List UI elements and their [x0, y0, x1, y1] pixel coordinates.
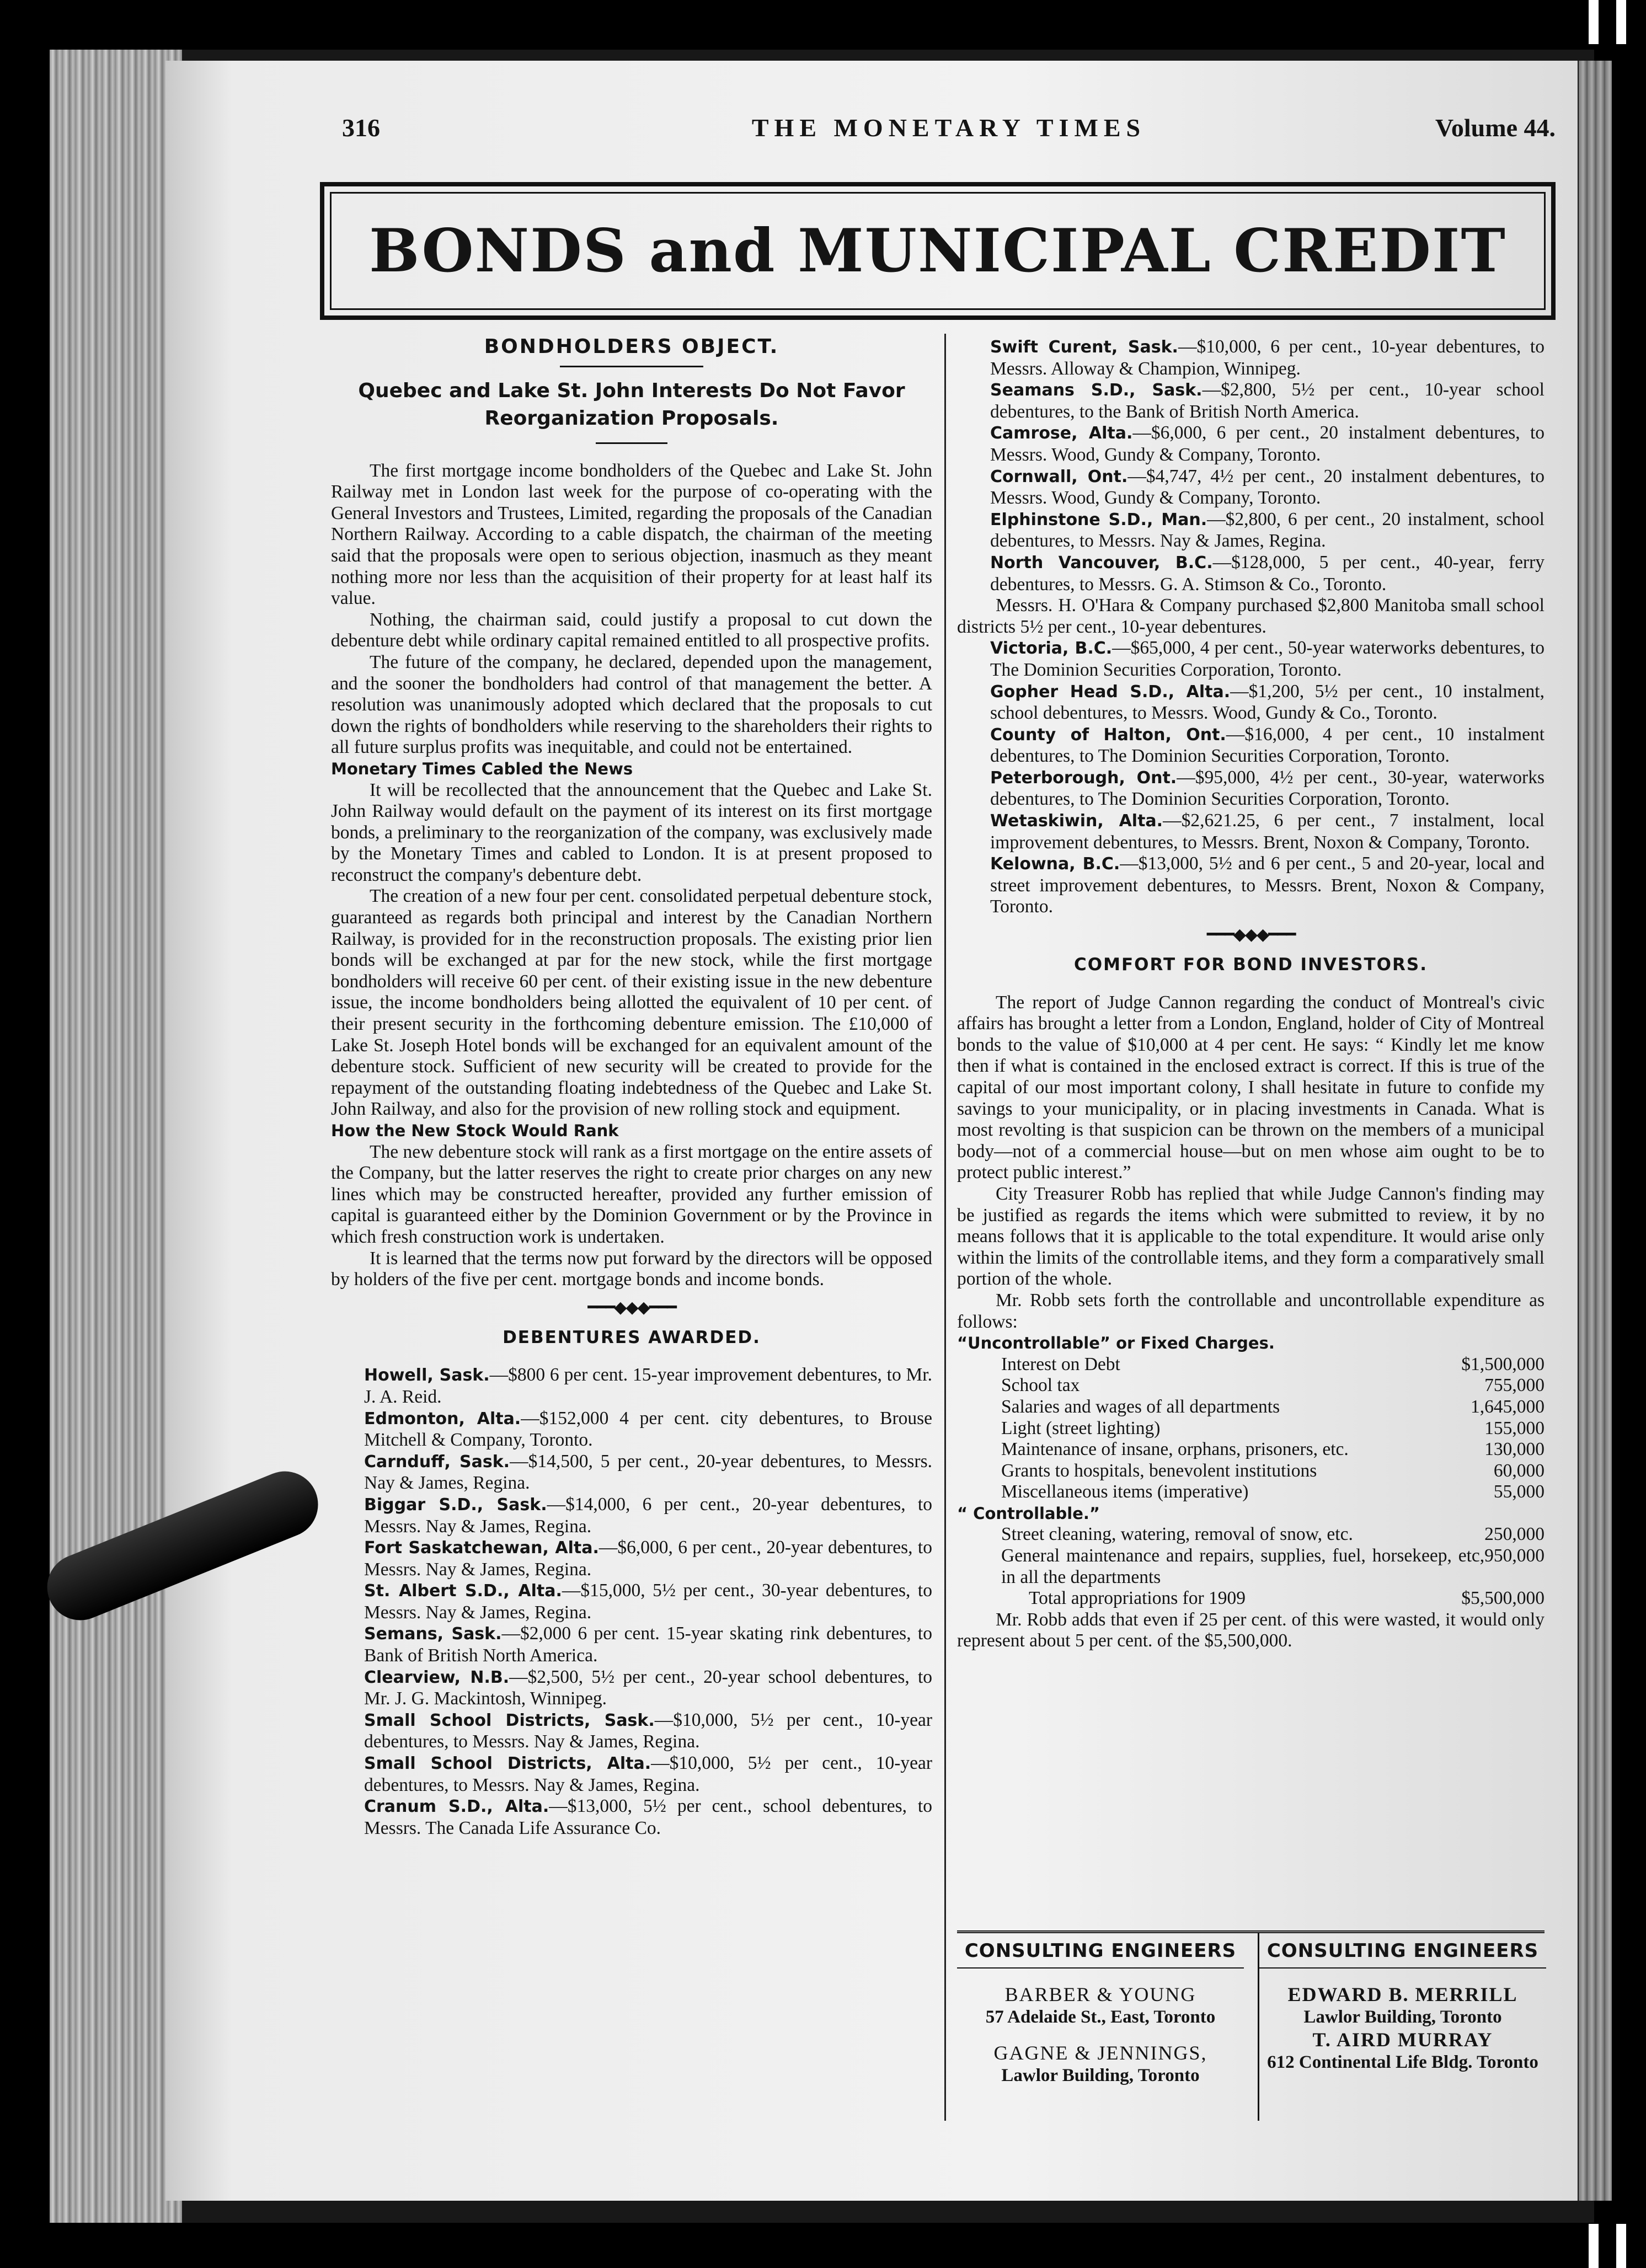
list-item: St. Albert S.D., Alta.—$15,000, 5½ per cent., 30-year debentures, to Messrs. Nay & James, Regina. — [364, 1580, 932, 1623]
list-item: Seamans S.D., Sask.—$2,800, 5½ per cent., 10-year school debentures, to the Bank of British North America. — [990, 379, 1545, 422]
place-name: Seamans S.D., Sask. — [990, 381, 1203, 400]
list-item: Semans, Sask.—$2,000 6 per cent. 15-year skating rink debentures, to Bank of British North America. — [364, 1623, 932, 1666]
paragraph: Mr. Robb sets forth the controllable and uncontrollable expenditure as follows: — [957, 1290, 1545, 1332]
table-row: Light (street lighting) 155,000 — [1001, 1418, 1545, 1438]
list-item: Edmonton, Alta.—$152,000 4 per cent. city debentures, to Brouse Mitchell & Company, Toronto. — [364, 1408, 933, 1451]
table-row: Maintenance of insane, orphans, prisoners, etc. 130,000 — [1001, 1439, 1545, 1460]
place-name: Cranum S.D., Alta. — [364, 1797, 549, 1817]
ad-heading: CONSULTING ENGINEERS — [957, 1933, 1244, 1969]
list-item: Elphinstone S.D., Man.—$2,800, 6 per cent., 20 instalment, school debentures, to Messrs. Nay & James, Regina. — [990, 509, 1545, 552]
title-banner — [320, 182, 1556, 320]
place-name: Clearview, N.B. — [364, 1667, 510, 1687]
place-name: Cornwall, Ont. — [990, 467, 1128, 486]
list-item: Fort Saskatchewan, Alta.—$6,000, 6 per cent., 20-year debentures, to Messrs. Nay & James, Regina. — [364, 1537, 932, 1580]
paragraph: City Treasurer Robb has replied that while Judge Cannon's finding may be justified as regards the items which were submitted to review, it by no means follows that it is applicable to the total expenditure. It would arise only within the limits of the controllable items, and they form a comparatively small portion of the whole. — [957, 1183, 1545, 1290]
place-name: Small School Districts, Sask. — [364, 1710, 655, 1730]
list-item: Camrose, Alta.—$6,000, 6 per cent., 20 instalment debentures, to Messrs. Wood, Gundy & Company, Toronto. — [990, 422, 1545, 465]
place-name: Fort Saskatchewan, Alta. — [364, 1538, 599, 1558]
place-name: County of Halton, Ont. — [990, 725, 1226, 745]
side-heading: How the New Stock Would Rank — [331, 1121, 619, 1140]
left-column — [331, 336, 932, 1839]
engineers-ad-left — [957, 1933, 1244, 2121]
table-heading: “Uncontrollable” or Fixed Charges. — [957, 1334, 1275, 1353]
table-row: Grants to hospitals, benevolent institutions 60,000 — [1001, 1460, 1545, 1481]
firm-address: 57 Adelaide St., East, Toronto — [985, 2007, 1216, 2027]
divider — [596, 442, 667, 444]
table-row: Street cleaning, watering, removal of snow, etc. 250,000 — [1001, 1524, 1545, 1545]
place-name: Kelowna, B.C. — [990, 854, 1120, 874]
place-name: Semans, Sask. — [364, 1624, 502, 1644]
film-mark — [1589, 0, 1599, 44]
paragraph: It is learned that the terms now put forward by the directors will be opposed by holders of the five per cent. mortgage bonds and income bonds. — [331, 1248, 932, 1290]
ornament-divider: ━━━◆◆◆━━━ — [587, 1298, 676, 1317]
place-name: Wetaskiwin, Alta. — [990, 811, 1163, 831]
article-heading: COMFORT FOR BOND INVESTORS. — [1074, 955, 1428, 975]
side-heading: Monetary Times Cabled the News — [331, 759, 633, 778]
engineers-ad-right — [1258, 1933, 1546, 2121]
table-heading: “ Controllable.” — [957, 1504, 1100, 1523]
firm-name: EDWARD B. MERRILL — [1287, 1983, 1518, 2005]
firm-name: BARBER & YOUNG — [1004, 1983, 1196, 2005]
list-item: Victoria, B.C.—$65,000, 4 per cent., 50-year waterworks debentures, to The Dominion Securities Corporation, Toronto. — [990, 638, 1545, 680]
place-name: Howell, Sask. — [364, 1366, 490, 1386]
book-spine — [50, 50, 182, 2223]
ornament-divider: ━━━◆◆◆━━━ — [1206, 926, 1295, 944]
firm-address: Lawlor Building, Toronto — [1303, 2007, 1502, 2027]
running-head — [342, 113, 1556, 152]
table-row: General maintenance and repairs, supplies, fuel, horsekeep, etc, in all the departments 950,000 — [1001, 1545, 1545, 1587]
list-item: Small School Districts, Sask.—$10,000, 5½ per cent., 10-year debentures, to Messrs. Nay & James, Regina. — [364, 1709, 932, 1752]
list-item: Cornwall, Ont.—$4,747, 4½ per cent., 20 instalment debentures, to Messrs. Wood, Gundy & Company, Toronto. — [990, 466, 1545, 509]
place-name: Gopher Head S.D., Alta. — [990, 682, 1231, 702]
list-item: Kelowna, B.C.—$13,000, 5½ and 6 per cent., 5 and 20-year, local and street improvement debentures, to Messrs. Brent, Noxon & Company, Toronto. — [990, 853, 1545, 917]
firm-name: T. AIRD MURRAY — [1312, 2029, 1493, 2051]
place-name: North Vancouver, B.C. — [990, 553, 1213, 573]
paragraph: Mr. Robb adds that even if 25 per cent. of this were wasted, it would only represent about 5 per cent. of the $5,500,000. — [957, 1609, 1545, 1651]
place-name: Elphinstone S.D., Man. — [990, 510, 1207, 529]
paragraph: The new debenture stock will rank as a first mortgage on the entire assets of the Company, but the latter reserves the right to create prior charges on any new lines which may be constructed hereafter, provided any further emission of capital is guaranteed either by the Dominion Government or by the Province in which fresh construction work is undertaken. — [331, 1141, 932, 1247]
paragraph: The first mortgage income bondholders of the Quebec and Lake St. John Railway met in London last week for the purpose of co-operating with the General Investors and Trustees, Limited, regarding the proposals of the Canadian Northern Railway. According to a cable dispatch, the chairman of the meeting said that the proposals were open to serious objection, inasmuch as they meant nothing more nor less than the acquisition of their property for at least half its value. — [331, 460, 932, 609]
list-item: Gopher Head S.D., Alta.—$1,200, 5½ per cent., 10 instalment, school debentures, to Messrs. Wood, Gundy & Co., Toronto. — [990, 681, 1545, 724]
list-item: Biggar S.D., Sask.—$14,000, 6 per cent., 20-year debentures, to Messrs. Nay & James, Regina. — [364, 1494, 932, 1537]
firm-name: GAGNE & JENNINGS, — [993, 2042, 1207, 2064]
list-item: Clearview, N.B.—$2,500, 5½ per cent., 20-year school debentures, to Mr. J. G. Mackintosh, Winnipeg. — [364, 1666, 933, 1709]
list-item: Swift Curent, Sask.—$10,000, 6 per cent., 10-year debentures, to Messrs. Alloway & Champion, Winnipeg. — [990, 336, 1545, 379]
paragraph: The creation of a new four per cent. consolidated perpetual debenture stock, guaranteed as regards both principal and interest by the Canadian Northern Railway, is provided for in the reconstruction proposals. The existing prior lien bonds will be exchanged at par for the new stock, while the first mortgage bondholders will receive 60 per cent. of their existing issue in the new debenture issue, the income bondholders being allotted the equivalent of 10 per cent. of their present security in the forthcoming debenture emission. The £10,000 of Lake St. Joseph Hotel bonds will be exchanged for an equivalent amount of the debenture stock. Sufficient of new security will be created to provide for the repayment of the outstanding floating indebtedness of the Quebec and Lake St. John Railway, and also for the provision of new rolling stock and equipment. — [331, 886, 932, 1120]
table-total: Total appropriations for 1909 $5,500,000 — [1029, 1588, 1545, 1609]
paragraph: Nothing, the chairman said, could justify a proposal to cut down the debenture debt while ordinary capital remained entitled to all prospective profits. — [331, 609, 932, 651]
table-row: Interest on Debt $1,500,000 — [1001, 1354, 1545, 1374]
place-name: Camrose, Alta. — [990, 424, 1133, 443]
volume-label: Volume 44. — [1435, 114, 1556, 142]
list-item: Howell, Sask.—$800 6 per cent. 15-year improvement debentures, to Mr. J. A. Reid. — [364, 1365, 932, 1407]
list-item: Small School Districts, Alta.—$10,000, 5½ per cent., 10-year debentures, to Messrs. Nay & James, Regina. — [364, 1753, 932, 1795]
film-mark — [1589, 2224, 1599, 2268]
paragraph: The future of the company, he declared, depended upon the management, and the sooner the bondholders had control of that management the better. A resolution was unanimously adopted which declared that the proposals to cut down the rights of bondholders while reserving to the shareholders their rights to all future surplus profits was inequitable, and could not be entertained. — [331, 651, 932, 758]
right-column — [957, 336, 1545, 1652]
paragraph: It will be recollected that the announcement that the Quebec and Lake St. John Railway would default on the payment of its interest on its first mortgage bonds, a preliminary to the reorganization of the company, was exclusively made by the Monetary Times and cabled to London. It is at present proposed to reconstruct the company's debenture debt. — [331, 779, 932, 885]
table-row: Miscellaneous items (imperative) 55,000 — [1001, 1481, 1545, 1502]
table-row: Salaries and wages of all departments 1,645,000 — [1001, 1396, 1545, 1417]
article-heading: DEBENTURES AWARDED. — [503, 1327, 761, 1347]
place-name: Small School Districts, Alta. — [364, 1754, 651, 1774]
column-divider — [944, 334, 946, 2121]
list-item: Peterborough, Ont.—$95,000, 4½ per cent., 30-year, waterworks debentures, to The Dominion Securities Corporation, Toronto. — [990, 767, 1545, 810]
place-name: Biggar S.D., Sask. — [364, 1495, 547, 1515]
list-item: Cranum S.D., Alta.—$13,000, 5½ per cent., school debentures, to Messrs. The Canada Life Assurance Co. — [364, 1796, 932, 1838]
banner-title: BONDS and MUNICIPAL CREDIT — [330, 192, 1546, 310]
advertisement-block — [957, 1930, 1545, 2121]
paragraph: The report of Judge Cannon regarding the conduct of Montreal's civic affairs has brought a letter from a London, England, holder of City of Montreal bonds to the value of $10,000 at 4 per cent. He says: “ Kindly let me know then if what is contained in the enclosed extract is correct. If this is true of the capital of our most important colony, I shall hesitate in future to confide my savings to your municipality, or in placing investments in Canada. What is most revolting is that suspicion can be thrown on the members of a municipal body—not of a commercial house—but on men whose aim ought to be to protect public interest.” — [957, 992, 1545, 1183]
film-mark — [1616, 2224, 1626, 2268]
table-row: School tax 755,000 — [1001, 1375, 1545, 1396]
masthead: THE MONETARY TIMES — [751, 114, 1146, 142]
page-number: 316 — [342, 114, 380, 142]
list-item: North Vancouver, B.C.—$128,000, 5 per cent., 40-year, ferry debentures, to Messrs. G. A. Stimson & Co., Toronto. — [990, 552, 1545, 595]
place-name: St. Albert S.D., Alta. — [364, 1581, 562, 1601]
article-heading: BONDHOLDERS OBJECT. — [484, 335, 779, 358]
page-edge — [1579, 61, 1612, 2201]
place-name: Carnduff, Sask. — [364, 1452, 510, 1472]
list-item: Carnduff, Sask.—$14,500, 5 per cent., 20-year debentures, to Messrs. Nay & James, Regina. — [364, 1451, 932, 1494]
ad-heading: CONSULTING ENGINEERS — [1259, 1933, 1546, 1969]
firm-address: 612 Continental Life Bldg. Toronto — [1267, 2052, 1538, 2072]
divider — [560, 366, 703, 367]
article-subheading: Quebec and Lake St. John Interests Do Not Favor Reorganization Proposals. — [358, 379, 905, 430]
firm-address: Lawlor Building, Toronto — [1001, 2066, 1200, 2085]
paragraph: Messrs. H. O'Hara & Company purchased $2,800 Manitoba small school districts 5½ per cent., 10-year debentures. — [957, 595, 1545, 637]
list-item: Wetaskiwin, Alta.—$2,621.25, 6 per cent., 7 instalment, local improvement debentures, to Messrs. Brent, Noxon & Company, Toronto. — [990, 810, 1545, 853]
place-name: Peterborough, Ont. — [990, 768, 1177, 788]
place-name: Swift Curent, Sask. — [990, 338, 1178, 357]
place-name: Edmonton, Alta. — [364, 1409, 521, 1429]
place-name: Victoria, B.C. — [990, 639, 1113, 659]
list-item: County of Halton, Ont.—$16,000, 4 per cent., 10 instalment debentures, to The Dominion Securities Corporation, Toronto. — [990, 724, 1545, 767]
film-mark — [1616, 0, 1626, 44]
